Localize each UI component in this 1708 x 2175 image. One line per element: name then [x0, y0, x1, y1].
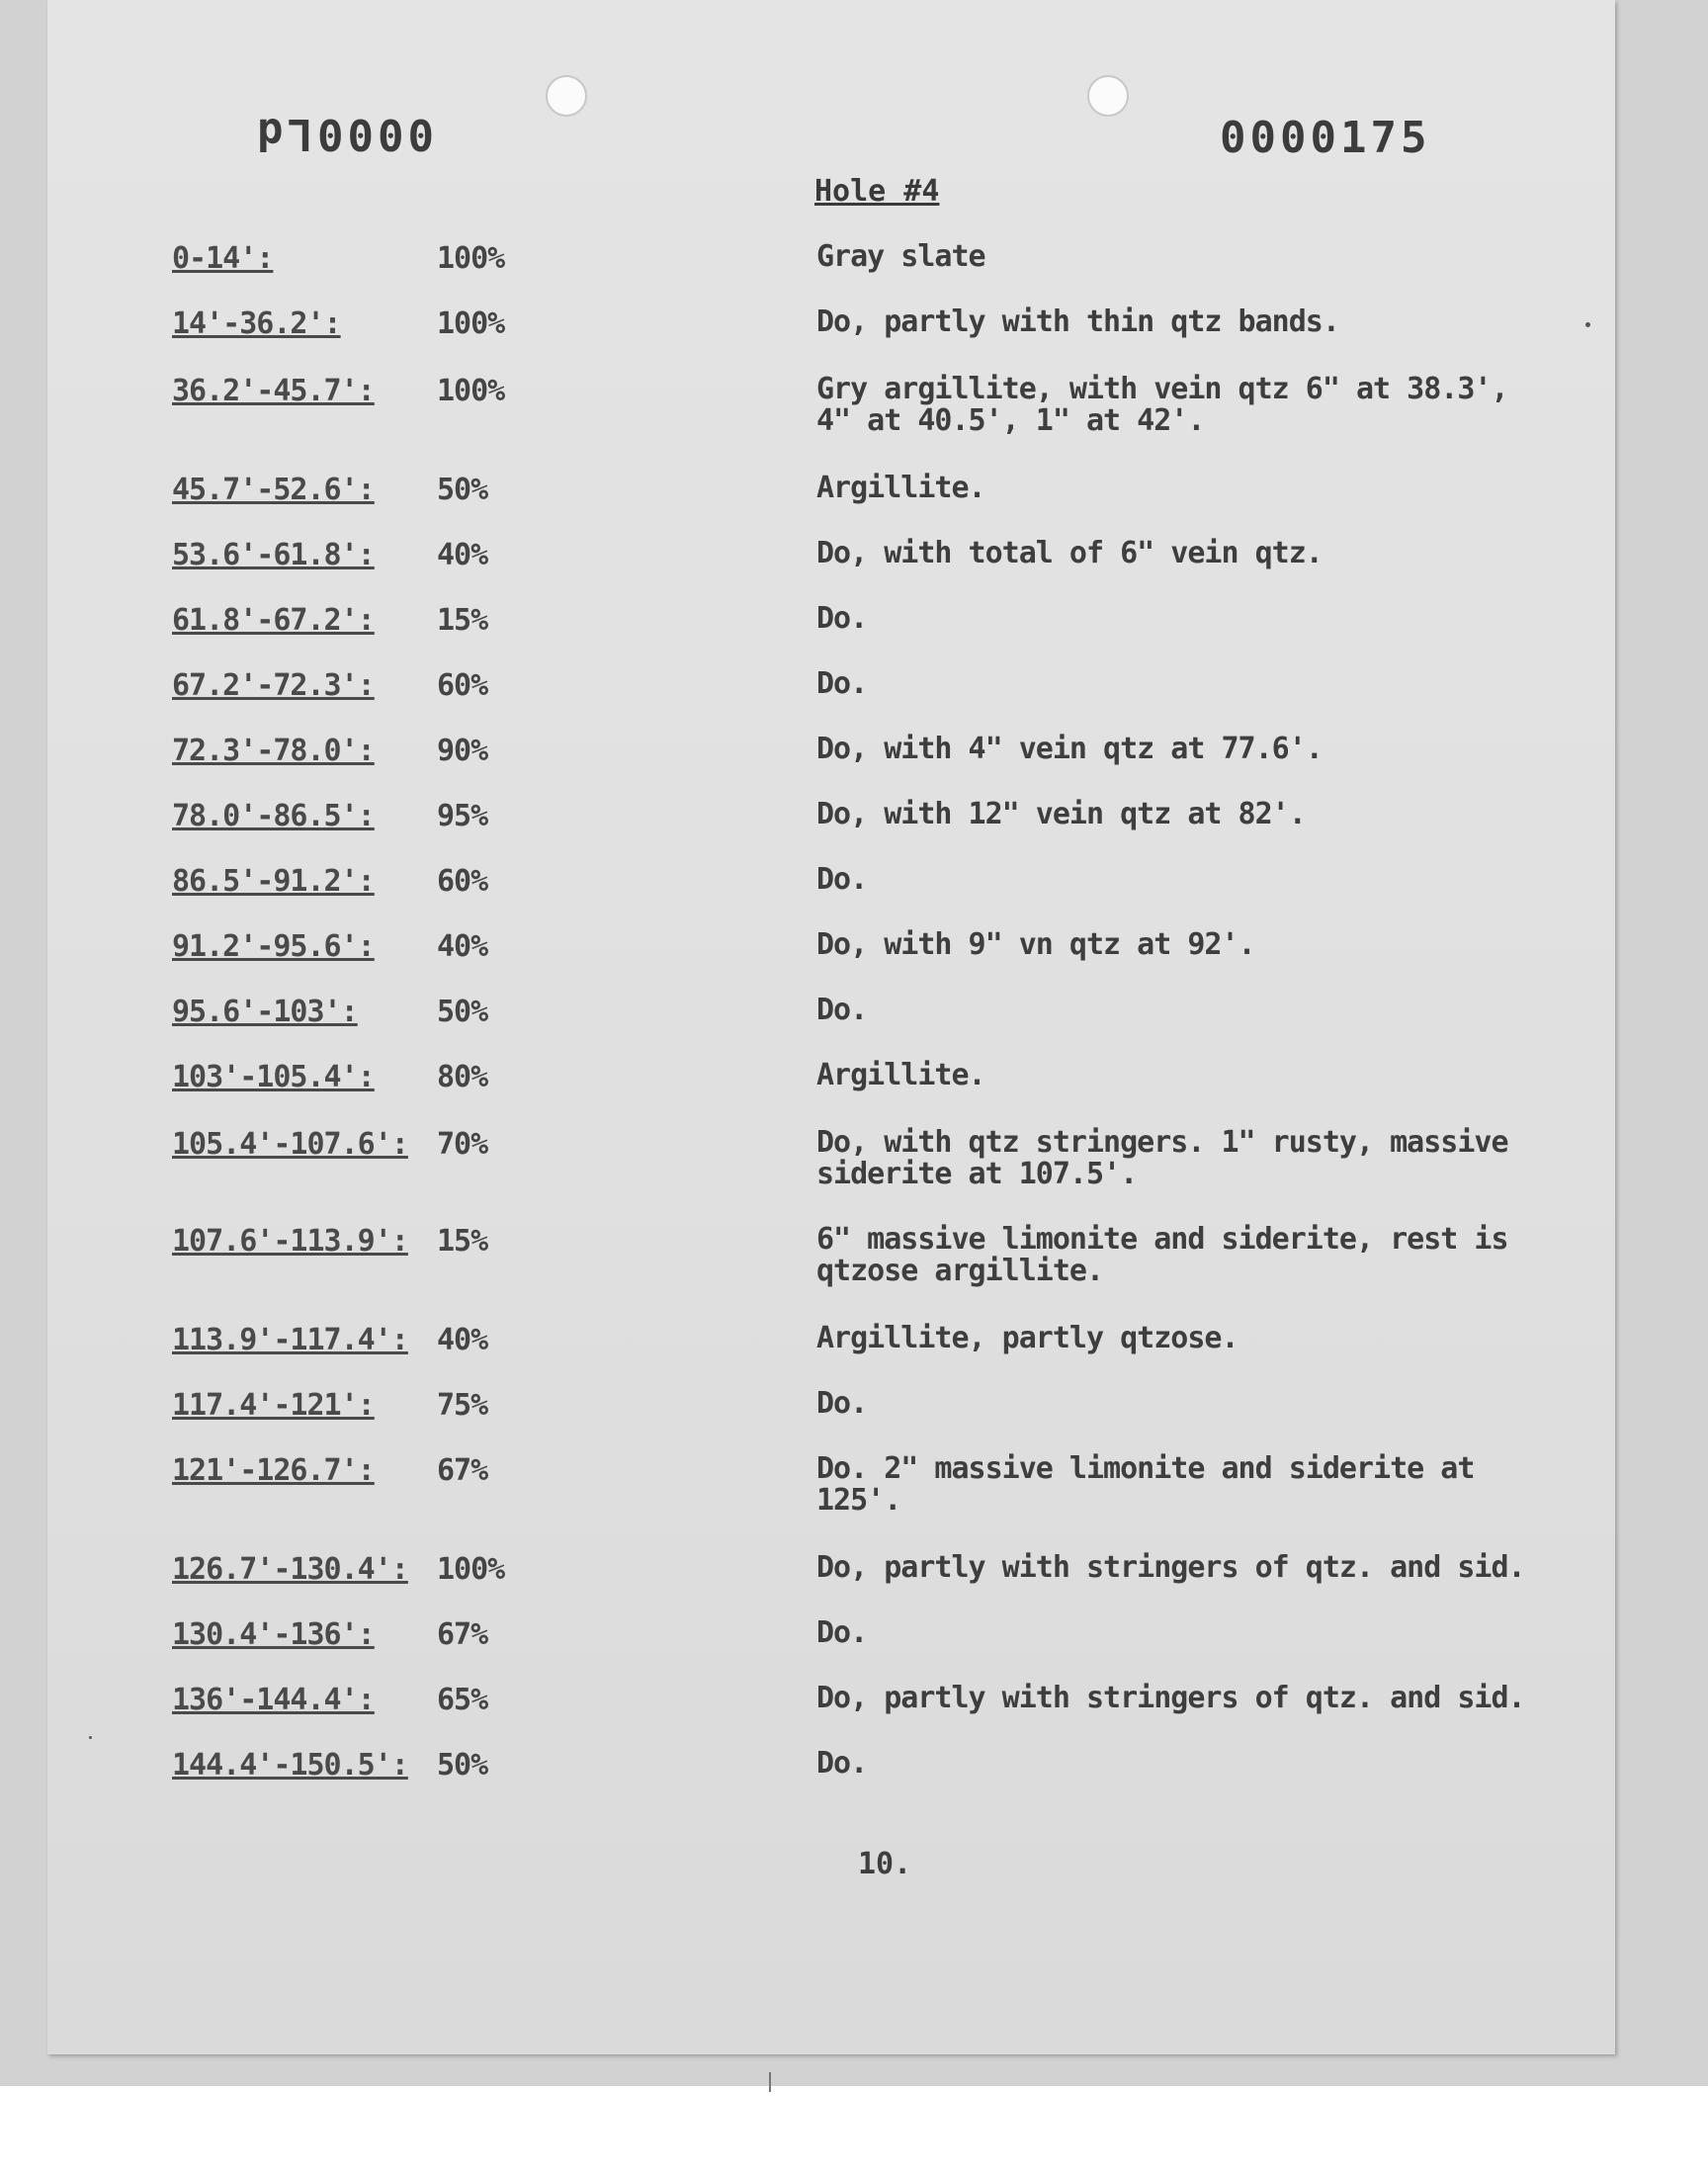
depth-interval: 53.6'-61.8':: [172, 538, 375, 572]
depth-interval: 78.0'-86.5':: [172, 799, 375, 833]
depth-interval: 103'-105.4':: [172, 1060, 375, 1094]
core-recovery: 50%: [437, 473, 488, 507]
depth-interval: 67.2'-72.3':: [172, 668, 375, 703]
rock-description: Do.: [816, 1746, 868, 1781]
depth-interval: 113.9'-117.4':: [172, 1323, 408, 1357]
depth-interval: 14'-36.2':: [172, 306, 341, 341]
rock-description: Do, partly with stringers of qtz. and sid.: [816, 1550, 1525, 1585]
rock-description: Do, with 4" vein qtz at 77.6'.: [816, 732, 1323, 766]
core-recovery: 50%: [437, 1748, 488, 1783]
core-recovery: 100%: [437, 374, 505, 408]
core-recovery: 95%: [437, 799, 488, 833]
rock-description: Argillite.: [816, 471, 985, 505]
rock-description: Do, with 12" vein qtz at 82'.: [816, 797, 1306, 831]
core-recovery: 75%: [437, 1388, 488, 1423]
rock-description: 6" massive limonite and siderite, rest is qtzose argillite.: [816, 1222, 1508, 1288]
scan-edge-mark: [769, 2072, 771, 2092]
depth-interval: 130.4'-136':: [172, 1617, 375, 1652]
document-number-right: 0000175: [1220, 113, 1431, 163]
depth-interval: 0-14':: [172, 241, 274, 276]
depth-interval: 86.5'-91.2':: [172, 864, 375, 899]
rock-description: Do, with 9" vn qtz at 92'.: [816, 927, 1255, 962]
core-recovery: 67%: [437, 1453, 488, 1488]
core-recovery: 100%: [437, 1552, 505, 1587]
rock-description: Do.: [816, 601, 868, 636]
depth-interval: 61.8'-67.2':: [172, 603, 375, 638]
punch-hole-right: [1087, 75, 1129, 117]
rock-description: Gray slate: [816, 239, 985, 274]
core-recovery: 40%: [437, 929, 488, 964]
depth-interval: 91.2'-95.6':: [172, 929, 375, 964]
core-recovery: 70%: [437, 1127, 488, 1162]
rock-description: Do, with total of 6" vein qtz.: [816, 536, 1323, 570]
depth-interval: 95.6'-103':: [172, 995, 358, 1029]
rock-description: Gry argillite, with vein qtz 6" at 38.3', 4" at 40.5', 1" at 42'.: [816, 372, 1508, 438]
rock-description: Do.: [816, 993, 868, 1027]
rock-description: Do, partly with thin qtz bands.: [816, 304, 1339, 339]
core-recovery: 50%: [437, 995, 488, 1029]
depth-interval: 144.4'-150.5':: [172, 1748, 408, 1783]
core-recovery: 65%: [437, 1683, 488, 1717]
document-number-left: 0000Ld: [253, 109, 434, 159]
core-recovery: 100%: [437, 306, 505, 341]
core-recovery: 80%: [437, 1060, 488, 1094]
depth-interval: 136'-144.4':: [172, 1683, 375, 1717]
rock-description: Argillite, partly qtzose.: [816, 1321, 1238, 1355]
depth-interval: 36.2'-45.7':: [172, 374, 375, 408]
page-number: 10.: [858, 1847, 912, 1881]
depth-interval: 72.3'-78.0':: [172, 734, 375, 768]
speck: [89, 1736, 92, 1739]
core-recovery: 90%: [437, 734, 488, 768]
core-recovery: 60%: [437, 864, 488, 899]
core-recovery: 40%: [437, 1323, 488, 1357]
rock-description: Do, partly with stringers of qtz. and sid.: [816, 1681, 1525, 1715]
core-recovery: 40%: [437, 538, 488, 572]
core-recovery: 15%: [437, 1224, 488, 1259]
rock-description: Do. 2" massive limonite and siderite at 125'.: [816, 1451, 1475, 1518]
rock-description: Do.: [816, 1615, 868, 1650]
page-heading: Hole #4: [814, 174, 940, 209]
depth-interval: 121'-126.7':: [172, 1453, 375, 1488]
speck: [1585, 322, 1590, 327]
depth-interval: 117.4'-121':: [172, 1388, 375, 1423]
core-recovery: 67%: [437, 1617, 488, 1652]
depth-interval: 107.6'-113.9':: [172, 1224, 408, 1259]
rock-description: Do, with qtz stringers. 1" rusty, massive siderite at 107.5'.: [816, 1125, 1508, 1191]
punch-hole-left: [546, 75, 587, 117]
rock-description: Do.: [816, 862, 868, 897]
depth-interval: 105.4'-107.6':: [172, 1127, 408, 1162]
depth-interval: 45.7'-52.6':: [172, 473, 375, 507]
core-recovery: 100%: [437, 241, 505, 276]
core-recovery: 60%: [437, 668, 488, 703]
depth-interval: 126.7'-130.4':: [172, 1552, 408, 1587]
rock-description: Do.: [816, 666, 868, 701]
rock-description: Argillite.: [816, 1058, 985, 1092]
core-recovery: 15%: [437, 603, 488, 638]
rock-description: Do.: [816, 1386, 868, 1421]
